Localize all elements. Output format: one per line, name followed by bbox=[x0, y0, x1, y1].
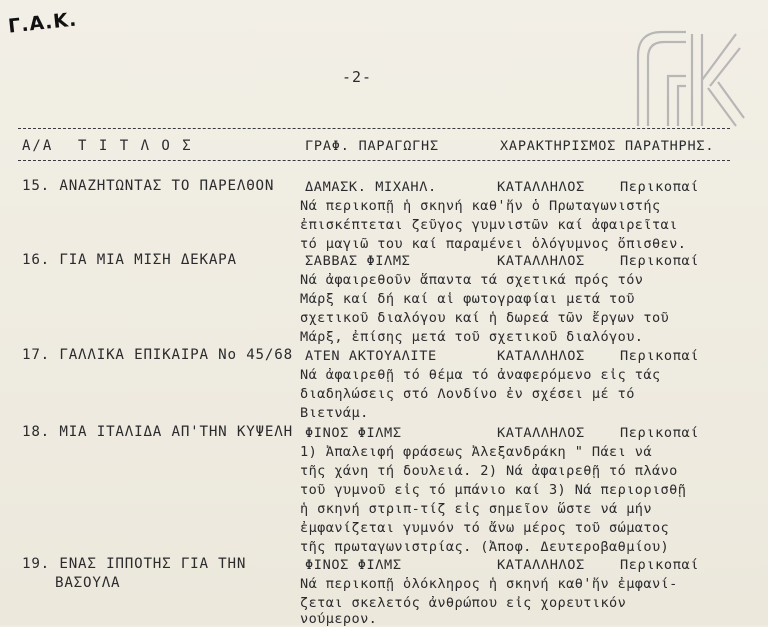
remark: Περικοπαί bbox=[619, 253, 700, 269]
rating: ΚΑΤΑΛΛΗΛΟΣ bbox=[497, 348, 585, 364]
header-producer: ΓΡΑΦ. ΠΑΡΑΓΩΓΗΣ bbox=[305, 138, 439, 154]
note-line: Βιετνάμ. bbox=[300, 405, 369, 421]
rating: ΚΑΤΑΛΛΗΛΟΣ bbox=[497, 179, 585, 195]
entry-number: 15. bbox=[22, 178, 51, 194]
page-number: -2- bbox=[342, 68, 373, 86]
film-title: ΑΝΑΖΗΤΩΝΤΑΣ ΤΟ ΠΑΡΕΛΘΟΝ bbox=[59, 178, 275, 194]
entry-number: 16. bbox=[22, 252, 51, 268]
remark: Περικοπαί bbox=[619, 179, 700, 195]
note-line: τό μαγιῶ του καί παραμένει ὁλόγυμνος ὄπισθεν. bbox=[300, 236, 687, 252]
producer: ΔΑΜΑΣΚ. ΜΙΧΑΗΛ. bbox=[305, 179, 437, 195]
note-line: τοῦ γυμνοῦ εἰς τό μπάνιο καί 3) Νά περιορισθῇ bbox=[300, 482, 687, 498]
film-title: ΕΝΑΣ ΙΠΠΟΤΗΣ ΓΙΑ ΤΗΝ bbox=[59, 556, 247, 572]
note-line: τῆς πρωταγωνιστρίας. (Ἀποφ. Δευτεροβαθμίου) bbox=[300, 539, 670, 555]
entry-number: 19. bbox=[22, 556, 51, 572]
note-line: 1) Ἀπαλειφή φράσεως Ἀλεξανδράκη " Πάει νά bbox=[300, 444, 652, 460]
entry-number: 17. bbox=[22, 347, 51, 363]
note-line: σχετικοῦ διαλόγου καί ἡ δωρεά τῶν ἔργων τοῦ bbox=[300, 310, 670, 326]
note-line: τῆς χάνη τή δουλειά. 2) Νά ἀφαιρεθῇ τό πλάνο bbox=[300, 463, 678, 479]
film-title: ΓΑΛΛΙΚΑ ΕΠΙΚΑΙΡΑ Νο 45/68 bbox=[59, 347, 293, 363]
note-line: διαδηλώσεις στό Λονδίνο ἐν σχέσει μέ τό bbox=[300, 386, 635, 402]
note-line: ἡ σκηνή στριπ-τίζ εἰς σημεῖον ὥστε νά μήν bbox=[300, 501, 652, 517]
producer: ΣΑΒΒΑΣ ΦΙΛΜΣ bbox=[305, 253, 411, 269]
producer: ΦΙΝΟΣ ΦΙΛΜΣ bbox=[305, 557, 402, 573]
remark: Περικοπαί bbox=[619, 557, 700, 573]
film-title: ΓΙΑ ΜΙΑ ΜΙΣΗ ΔΕΚΑΡΑ bbox=[59, 252, 237, 268]
note-line: Νά ἀφαιρεθοῦν ἅπαντα τά σχετικά πρός τόν bbox=[300, 272, 644, 288]
gak-monogram-watermark-icon bbox=[628, 26, 746, 138]
note-line: νούμερον. bbox=[300, 611, 378, 627]
header-aa: Α/Α bbox=[22, 138, 54, 154]
rating: ΚΑΤΑΛΛΗΛΟΣ bbox=[497, 425, 585, 441]
note-line: ζεται σκελετός ἀνθρώπου εἰς χορευτικόν bbox=[300, 595, 627, 611]
header-title: Τ Ι Τ Λ Ο Σ bbox=[78, 138, 193, 154]
header-top-rule bbox=[18, 128, 730, 129]
note-line: Νά περικοπῇ ἡ σκηνή καθ'ἥν ὁ Πρωταγωνιστής bbox=[300, 198, 661, 214]
header-characterization: ΧΑΡΑΚΤΗΡΙΣΜΟΣ ΠΑΡΑΤΗΡΗΣ. bbox=[500, 138, 715, 154]
note-line: Μάρξ καί δή καί αἱ φωτογραφίαι μετά τοῦ bbox=[300, 291, 635, 307]
entry-number: 18. bbox=[22, 424, 51, 440]
note-line: ἐπισκέπτεται ζεῦγος γυμνιστῶν καί ἀφαιρεῖται bbox=[300, 217, 678, 233]
note-line: ἐμφανίζεται γυμνόν τό ἄνω μέρος τοῦ σώματος bbox=[300, 520, 670, 536]
producer: ΑΤΕΝ ΑΚΤΟΥΑΛΙΤΕ bbox=[305, 348, 437, 364]
note-line: Μάρξ, ἐπίσης μετά τοῦ σχετικοῦ διαλόγου. bbox=[300, 329, 644, 345]
film-title: ΜΙΑ ΙΤΑΛΙΔΑ ΑΠ'ΤΗΝ ΚΥΨΕΛΗ bbox=[59, 424, 293, 440]
rating: ΚΑΤΑΛΛΗΛΟΣ bbox=[497, 253, 585, 269]
producer: ΦΙΝΟΣ ΦΙΛΜΣ bbox=[305, 425, 402, 441]
rating: ΚΑΤΑΛΛΗΛΟΣ bbox=[497, 557, 585, 573]
film-title-continued: ΒΑΣΟΥΛΑ bbox=[55, 575, 121, 591]
note-line: Νά περικοπῇ ὁλόκληρος ἡ σκηνή καθ'ἥν ἐμφανί- bbox=[300, 576, 678, 592]
remark: Περικοπαί bbox=[619, 425, 700, 441]
header-bottom-rule bbox=[18, 160, 730, 161]
archive-stamp: Γ.Α.Κ. bbox=[7, 8, 79, 38]
remark: Περικοπαί bbox=[619, 348, 700, 364]
note-line: Νά ἀφαιρεθῇ τό θέμα τό ἀναφερόμενο εἰς τάς bbox=[300, 367, 661, 383]
